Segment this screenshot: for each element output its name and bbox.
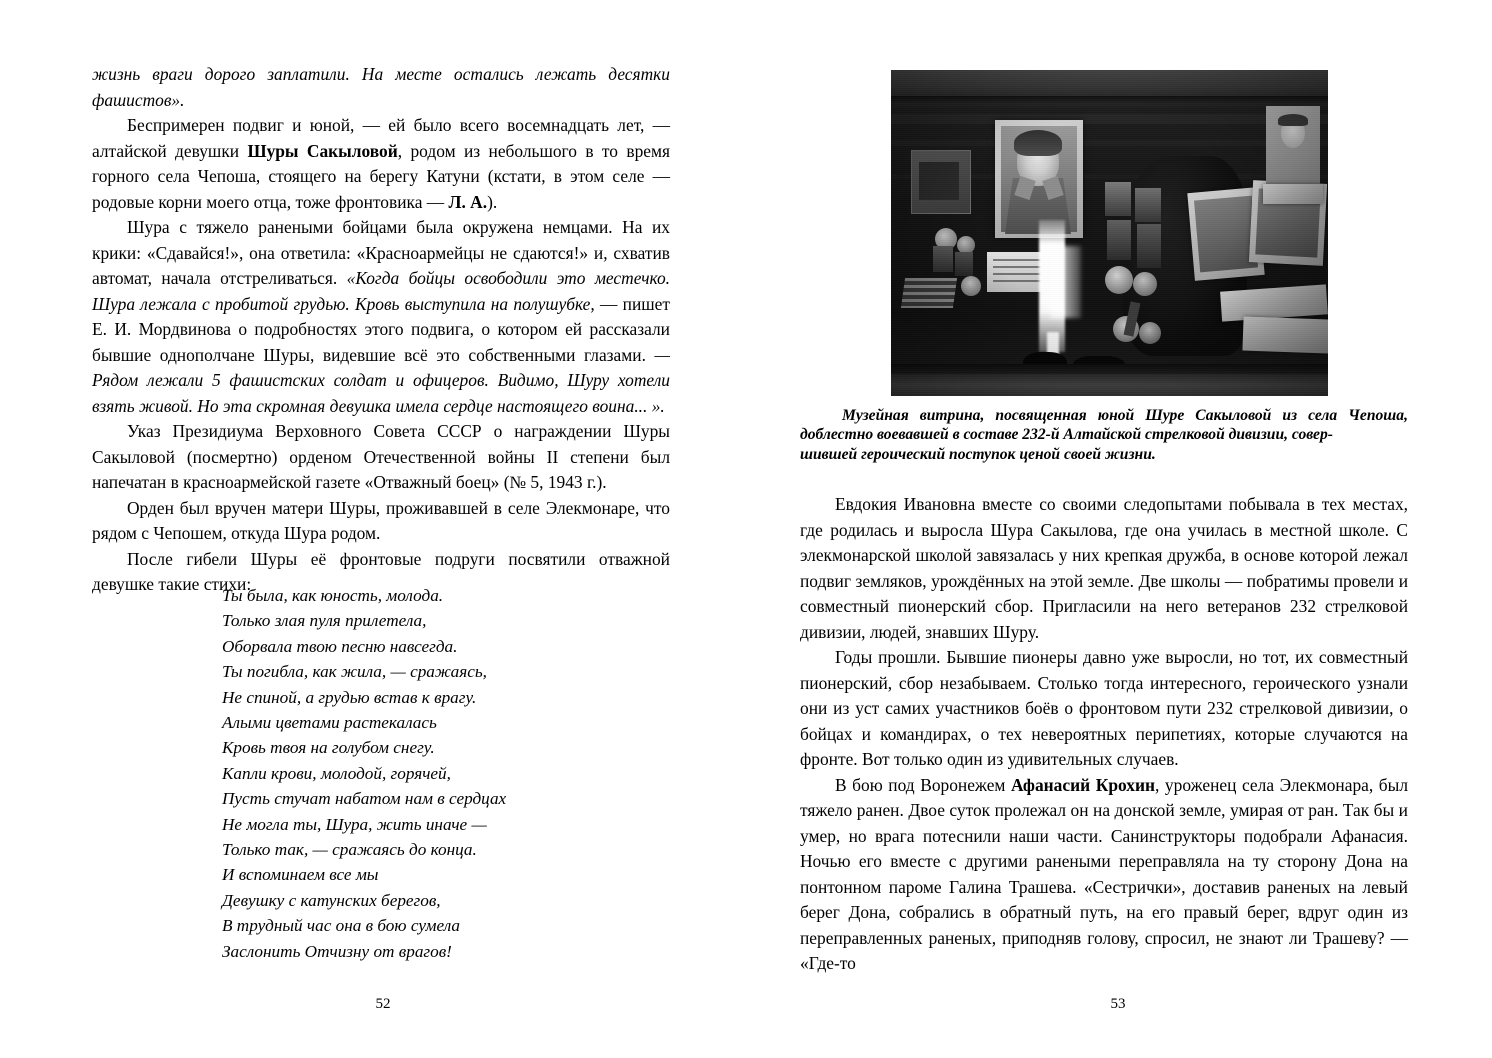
author-initials: Л. А. — [448, 191, 488, 212]
caption-line-3: шившей героический поступок ценой своей жизни. — [800, 445, 1156, 463]
paragraph-run: — пишет Е. И. Мордвинова о подробностях этого подвига, о котором ей рассказали бывшие однополчане Шуры, видевшие всё это собственными глазами. — [92, 293, 670, 365]
poem-line: В трудный час она в бою сумела — [222, 916, 460, 936]
poem-line: Не спиной, а грудью встав к врагу. — [222, 687, 477, 707]
paragraph — [92, 113, 670, 215]
paragraph — [92, 215, 670, 419]
paragraph-run: Орден был вручен матери Шуры, проживавшей в селе Элекмонаре, что рядом с Чепошем, откуда Шура родом. — [92, 497, 670, 543]
page-number-left: 52 — [375, 996, 391, 1012]
poem-line: Не могла ты, Шура, жить иначе — — [222, 814, 487, 834]
paragraph — [800, 645, 1408, 773]
museum-display-photo — [891, 70, 1328, 396]
caption-line-2: доблестно воевавшей в составе 232-й Алтайской стрелковой дивизии, совер- — [800, 426, 1333, 444]
poem-line: Оборвала твою песню навсегда. — [222, 636, 458, 656]
paragraph-run: ). — [487, 191, 498, 212]
poem-line: Алыми цветами растекалась — [222, 713, 437, 733]
paragraph — [92, 62, 670, 113]
poem-line: Капли крови, молодой, горячей, — [222, 763, 451, 783]
poem-block — [222, 583, 642, 964]
paragraph-run: Указ Президиума Верховного Совета СССР о награждении Шуры Сакыловой (посмертно) орденом Отечественной войны II степени был напечатан в красноармейской газете «Отважный боец» (№ 5, 1943 г.). — [92, 421, 670, 492]
paragraph-run: Шура с тяжело ранеными бойцами была окружена немцами. На их крики: «Сдавайся!», она ответила: «Красноармейцы не сдаются!» и, схватив автомат, начала отстреливаться. — [92, 217, 670, 288]
paragraph — [92, 496, 670, 547]
poem-line: Ты была, как юность, молода. — [222, 586, 444, 605]
poem-line: Ты погибла, как жила, — сражаясь, — [222, 662, 487, 682]
poem-line: Кровь твоя на голубом снегу. — [222, 738, 435, 758]
left-column-text — [92, 62, 670, 598]
caption-line-1: Музейная витрина, посвященная юной Шуре Сакыловой из села Чепоша, — [842, 407, 1408, 424]
person-name-shura: Шуры Сакыловой — [247, 140, 398, 161]
poem-line: Девушку с катунских берегов, — [222, 890, 441, 910]
quote-run-italic: — Рядом лежали 5 фашистских солдат и офицеров. Видимо, Шуру хотели взять живой. Но эта скромная девушка имела сердце настоящего воина... ». — [92, 344, 670, 416]
person-name-krohin: Афанасий Крохин — [1011, 774, 1155, 795]
paragraph-run: Беспримерен подвиг и юной, — ей было всего восемнадцать лет, — алтайской девушки — [92, 115, 670, 161]
right-column-text — [800, 492, 1408, 977]
poem-line: Только злая пуля прилетела, — [222, 611, 427, 631]
paragraph-run: Годы прошли. Бывшие пионеры давно уже выросли, но тот, их совместный пионерский, сбор незабываем. Столько тогда интересного, героического узнали они из уст самих участников боёв о фронтовом пути 232 стрелковой дивизии, о бойцах и командирах, о тех невероятных перипетиях, которые случаются на фронте. Вот только один из удивительных случаев. — [800, 647, 1408, 769]
paragraph-run: После гибели Шуры её фронтовые подруги посвятили отважной девушке такие стихи: — [92, 548, 670, 594]
quote-run-italic: «Когда бойцы освободили это местечко. Шура лежала с пробитой грудью. Кровь выступила на полушубке, — [92, 268, 671, 314]
paragraph — [800, 773, 1408, 977]
poem-line: Пусть стучат набатом нам в сердцах — [222, 789, 507, 809]
poem-line: И вспоминаем все мы — [222, 865, 379, 885]
paragraph-run: , родом из небольшого в то время горного села Чепоша, стоящего на берегу Катуни (кстати, в этом селе — родовые корни моего отца, тоже фронтовика — — [92, 140, 670, 212]
paragraph-run: , уроженец села Элекмонара, был тяжело ранен. Двое суток пролежал он на донской земле, умирая от ран. Так бы и умер, но врага потеснили наши части. Санинструкторы подобрали Афанасия. Ночью его вместе с другими ранеными переправляла на ту сторону Дона на понтонном пароме Галина Трашева. «Сестрички», доставив раненых на левый берег Дона, собрались в обратный путь, на его правый берег, вдруг один из переправленных раненых, приподняв голову, спросил, не знают ли Трашеву? — «Где-то — [800, 774, 1408, 973]
paragraph-run: Евдокия Ивановна вместе со своими следопытами побывала в тех местах, где родилась и выросла Шура Сакылова, где она училась в местной школе. С элекмонарской школой завязалась у них крепкая дружба, в основе которой лежал подвиг земляков, урождённых на этой земле. Две школы — побратимы провели и совместный пионерский сбор. Пригласили на него ветеранов 232 стрелковой дивизии, людей, знавших Шуру. — [800, 494, 1408, 642]
poem-line: Только так, — сражаясь до конца. — [222, 840, 477, 860]
paragraph-run-italic: жизнь враги дорого заплатили. На месте остались лежать десятки фашистов». — [92, 64, 670, 110]
photo-grain — [891, 70, 1328, 396]
paragraph-run: В бою под Воронежем — [835, 774, 1012, 795]
paragraph — [92, 419, 670, 496]
poem-line: Заслонить Отчизну от врагов! — [222, 941, 452, 961]
page-number-right: 53 — [1110, 996, 1126, 1012]
paragraph — [800, 492, 1408, 645]
photo-caption — [800, 406, 1408, 464]
